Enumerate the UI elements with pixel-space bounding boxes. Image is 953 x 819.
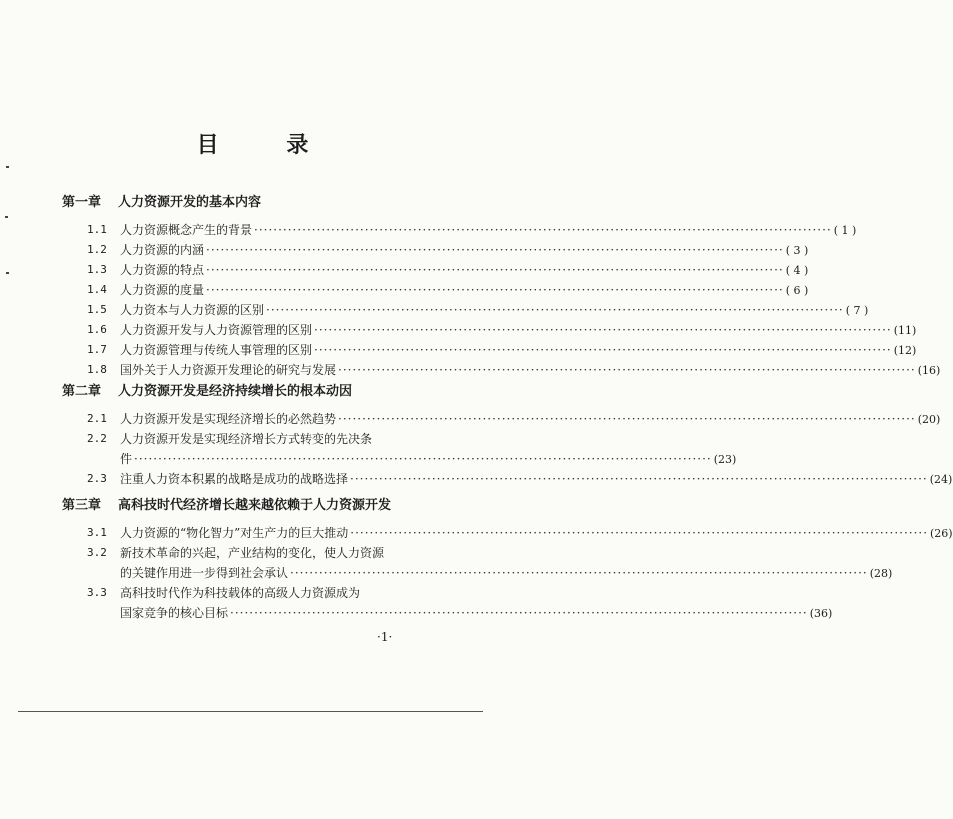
dot-leader: ························································································································ <box>206 243 784 257</box>
section-title-line <box>120 280 809 301</box>
section-number: 3.1 <box>87 526 107 539</box>
section-title-line <box>120 563 893 584</box>
section-page: (26) <box>930 527 953 540</box>
scan-speck <box>6 272 9 274</box>
section-title: 人力资源开发是实现经济增长的必然趋势 <box>120 412 337 426</box>
section-title-line <box>120 469 953 490</box>
section-number: 2.1 <box>87 412 107 425</box>
dot-leader: ························································································································ <box>230 606 808 620</box>
section-number: 1.6 <box>87 323 107 336</box>
toc-entry <box>87 260 809 280</box>
section-number: 3.3 <box>87 586 107 599</box>
toc-entry <box>87 523 953 543</box>
section-title: 国家竞争的核心目标 <box>120 606 229 620</box>
section-title-line <box>120 340 917 361</box>
section-number: 1.4 <box>87 283 107 296</box>
dot-leader: ························································································································ <box>338 412 916 426</box>
section-page: ( 7 ) <box>845 304 869 317</box>
toc-entry <box>87 220 857 240</box>
section-title-line <box>120 523 953 544</box>
section-page: (11) <box>893 324 917 337</box>
section-page: (23) <box>713 453 737 466</box>
toc-entry <box>87 429 737 466</box>
scan-speck <box>6 166 9 168</box>
toc-entry <box>87 320 917 340</box>
section-number: 3.2 <box>87 546 107 559</box>
section-title: 新技术革命的兴起，产业结构的变化，使人力资源 <box>120 546 385 560</box>
dot-leader: ························································································································ <box>338 363 916 377</box>
section-title: 人力资本与人力资源的区别 <box>120 303 265 317</box>
toc-entry <box>87 240 809 260</box>
toc-entry <box>87 469 953 489</box>
section-page: ( 4 ) <box>785 264 809 277</box>
section-title-line <box>120 543 455 563</box>
section-number: 1.8 <box>87 363 107 376</box>
chapter-title: 人力资源开发的基本内容 <box>118 195 262 210</box>
dot-leader: ························································································································ <box>314 343 892 357</box>
dot-leader: ························································································································ <box>206 263 784 277</box>
section-title: 的关键作用进一步得到社会承认 <box>120 566 289 580</box>
section-title-line <box>120 409 941 430</box>
section-number: 2.3 <box>87 472 107 485</box>
section-page: (24) <box>929 473 953 486</box>
section-number: 2.2 <box>87 432 107 445</box>
section-title: 国外关于人力资源开发理论的研究与发展 <box>120 363 337 377</box>
section-title: 人力资源的内涵 <box>120 243 205 257</box>
toc-entry <box>87 340 917 360</box>
section-number: 1.2 <box>87 243 107 256</box>
section-page: (12) <box>893 344 917 357</box>
section-title-line <box>120 240 809 261</box>
dot-leader: ························································································································ <box>314 323 892 337</box>
section-title-line <box>120 320 917 341</box>
dot-leader: ························································································································ <box>350 526 929 540</box>
section-title-line <box>120 449 737 470</box>
section-title: 人力资源的特点 <box>120 263 205 277</box>
bottom-rule <box>18 711 483 712</box>
section-number: 1.1 <box>87 223 107 236</box>
section-page: ( 1 ) <box>833 224 857 237</box>
section-number: 1.7 <box>87 343 107 356</box>
section-page: ( 3 ) <box>785 244 809 257</box>
chapter-title: 高科技时代经济增长越来越依赖于人力资源开发 <box>118 498 392 513</box>
section-page: ( 6 ) <box>785 284 809 297</box>
dot-leader: ························································································································ <box>134 452 712 466</box>
section-title-line <box>120 429 455 449</box>
section-title-line <box>120 583 455 603</box>
section-title: 高科技时代作为科技载体的高级人力资源成为 <box>120 586 361 600</box>
chapter-number: 第三章 <box>62 498 102 513</box>
section-number: 1.5 <box>87 303 107 316</box>
chapter-heading <box>62 191 462 210</box>
section-page: (36) <box>809 607 833 620</box>
toc-entry <box>87 583 833 620</box>
section-number: 1.3 <box>87 263 107 276</box>
section-title-line <box>120 220 857 241</box>
section-page: (20) <box>917 413 941 426</box>
section-title: 人力资源的“物化智力”对生产力的巨大推动 <box>120 526 349 540</box>
section-title-line <box>120 260 809 281</box>
section-page: (16) <box>917 364 941 377</box>
chapter-title: 人力资源开发是经济持续增长的根本动因 <box>118 384 353 399</box>
toc-entry <box>87 409 941 429</box>
toc-entry <box>87 300 869 320</box>
dot-leader: ························································································································ <box>290 566 868 580</box>
section-title: 人力资源开发是实现经济增长方式转变的先决条 <box>120 432 373 446</box>
section-title-line <box>120 603 833 624</box>
toc-entry <box>87 360 941 380</box>
dot-leader: ························································································································ <box>350 472 928 486</box>
dot-leader: ························································································································ <box>206 283 784 297</box>
toc-entry <box>87 543 893 580</box>
dot-leader: ························································································································ <box>266 303 844 317</box>
section-page: (28) <box>869 567 893 580</box>
chapter-number: 第一章 <box>62 195 102 210</box>
page-title: 目 录 <box>196 133 339 158</box>
page-number: ·1· <box>377 630 393 644</box>
dot-leader: ························································································································ <box>254 223 832 237</box>
toc-entry <box>87 280 809 300</box>
chapter-number: 第二章 <box>62 384 102 399</box>
section-title: 人力资源开发与人力资源管理的区别 <box>120 323 313 337</box>
section-title-line <box>120 300 869 321</box>
chapter-heading <box>62 380 462 399</box>
section-title: 人力资源概念产生的背景 <box>120 223 253 237</box>
section-title: 人力资源管理与传统人事管理的区别 <box>120 343 313 357</box>
chapter-heading <box>62 494 462 513</box>
section-title: 人力资源的度量 <box>120 283 205 297</box>
section-title-line <box>120 360 941 381</box>
section-title: 注重人力资本积累的战略是成功的战略选择 <box>120 472 349 486</box>
section-title: 件 <box>120 452 133 466</box>
scan-speck <box>5 216 8 218</box>
